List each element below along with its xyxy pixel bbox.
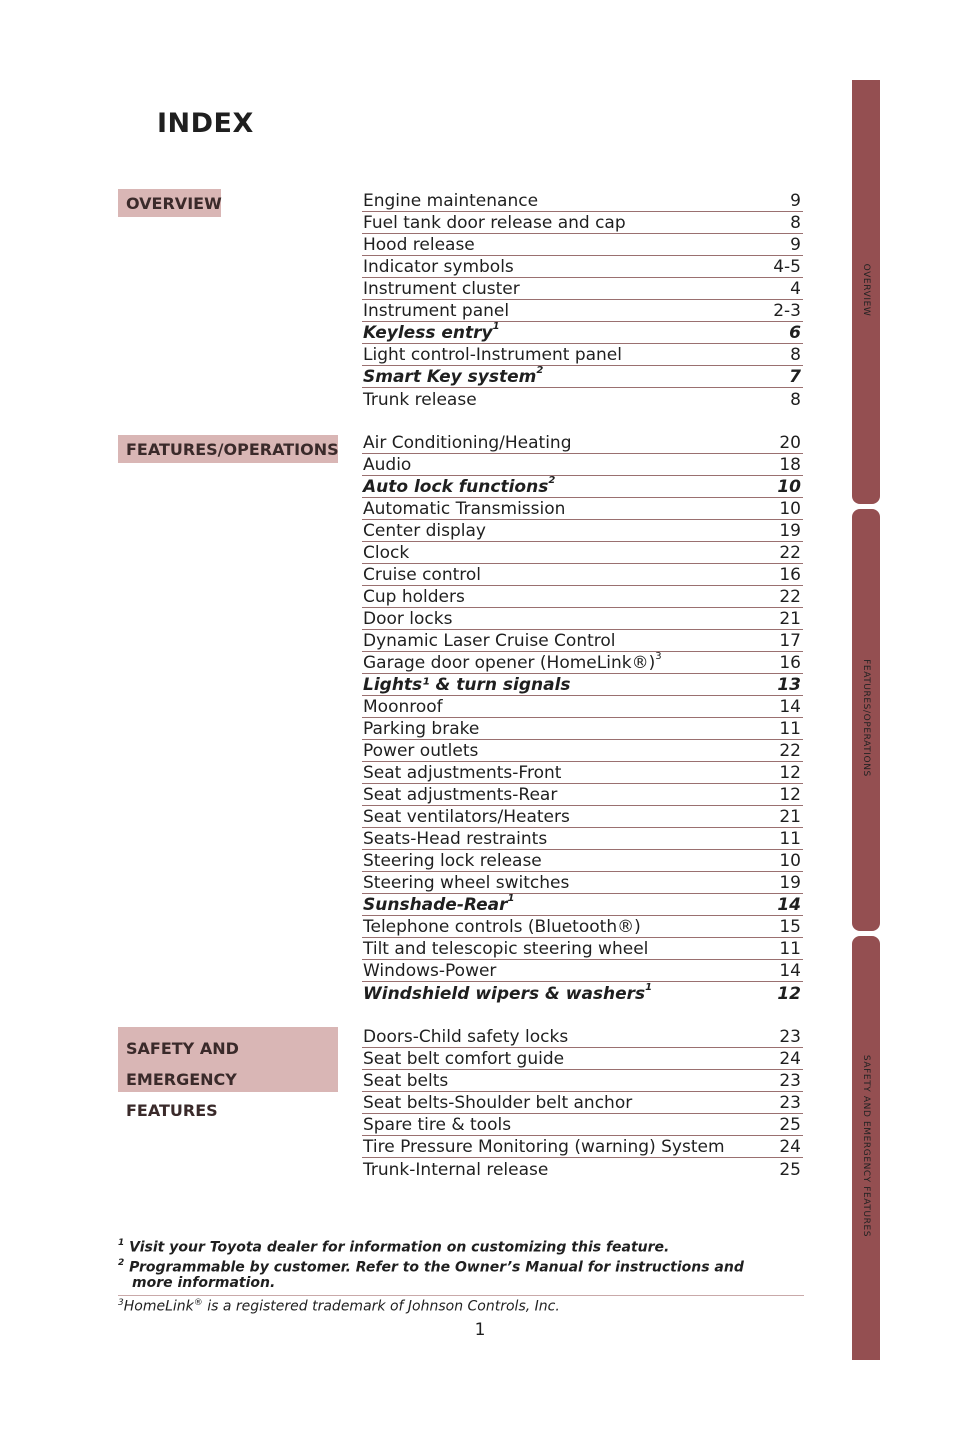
index-entry bbox=[362, 388, 803, 410]
index-entry-text: Tilt and telescopic steering wheel bbox=[363, 939, 649, 959]
index-entry-topic bbox=[363, 235, 475, 255]
index-entry-topic bbox=[363, 543, 409, 563]
index-entry-text: Light control-Instrument panel bbox=[363, 345, 622, 365]
side-tab-overview-label: OVERVIEW bbox=[861, 263, 871, 317]
page-title: INDEX bbox=[157, 108, 254, 139]
index-entry-topic bbox=[363, 829, 547, 849]
index-entry-text: Garage door opener (HomeLink®) bbox=[363, 653, 656, 673]
index-entry-text: Spare tire & tools bbox=[363, 1115, 512, 1135]
index-entry bbox=[362, 190, 803, 212]
index-entry-topic bbox=[363, 499, 565, 519]
index-entry-text: Moonroof bbox=[363, 697, 443, 717]
index-entry-page: 17 bbox=[779, 631, 801, 651]
index-entry-text: Windows-Power bbox=[363, 961, 497, 981]
side-tab-safety-label: SAFETY AND EMERGENCY FEATURES bbox=[861, 1054, 871, 1238]
index-entry bbox=[362, 300, 803, 322]
index-entry-text: Automatic Transmission bbox=[363, 499, 566, 519]
index-entry bbox=[362, 1114, 803, 1136]
index-entry bbox=[362, 278, 803, 300]
index-entry bbox=[362, 366, 803, 388]
index-entry-topic bbox=[363, 213, 626, 233]
index-entry-topic bbox=[363, 873, 569, 893]
index-entry-page: 9 bbox=[790, 235, 801, 255]
index-entry-topic bbox=[363, 851, 542, 871]
features-entry-list bbox=[362, 432, 803, 1004]
index-entry bbox=[362, 432, 803, 454]
index-entry bbox=[362, 718, 803, 740]
index-entry-text: Seats-Head restraints bbox=[363, 829, 548, 849]
footnote-3-reg: ® bbox=[193, 1298, 203, 1308]
index-entry bbox=[362, 454, 803, 476]
index-entry bbox=[362, 234, 803, 256]
index-entry bbox=[362, 1026, 803, 1048]
footnote-1-text: Visit your Toyota dealer for information on customizing this feature. bbox=[129, 1239, 670, 1256]
index-entry-page: 22 bbox=[779, 587, 801, 607]
index-entry-page: 2-3 bbox=[773, 301, 801, 321]
index-entry-page: 4 bbox=[790, 279, 801, 299]
index-entry bbox=[362, 784, 803, 806]
index-entry-page: 12 bbox=[779, 785, 801, 805]
index-entry-text: Steering lock release bbox=[363, 851, 542, 871]
index-entry-page: 8 bbox=[790, 390, 801, 410]
side-tab-features-label: FEATURES/OPERATIONS bbox=[861, 659, 871, 777]
index-entry bbox=[362, 520, 803, 542]
index-entry-page: 7 bbox=[789, 367, 801, 387]
index-entry-page: 14 bbox=[777, 895, 801, 915]
index-entry-footnote-mark: 1 bbox=[492, 321, 500, 333]
index-entry-footnote-mark: 2 bbox=[548, 475, 556, 487]
footnote-2-text-line1: Programmable by customer. Refer to the Owner’s Manual for instructions and bbox=[129, 1259, 744, 1276]
index-entry-topic bbox=[363, 1115, 511, 1135]
index-entry bbox=[362, 322, 803, 344]
index-entry bbox=[362, 916, 803, 938]
index-entry bbox=[362, 982, 803, 1004]
index-entry-page: 24 bbox=[779, 1137, 801, 1157]
index-entry-text: Hood release bbox=[363, 235, 475, 255]
index-entry bbox=[362, 938, 803, 960]
index-entry-topic bbox=[363, 895, 515, 915]
index-entry-footnote-mark: 3 bbox=[655, 651, 662, 663]
footnote-3 bbox=[118, 1298, 560, 1315]
index-entry-text: Audio bbox=[363, 455, 412, 475]
safety-entry-list bbox=[362, 1026, 803, 1180]
index-entry-page: 4-5 bbox=[773, 257, 801, 277]
index-entry-page: 19 bbox=[779, 873, 801, 893]
index-entry-page: 21 bbox=[779, 807, 801, 827]
index-entry-topic bbox=[363, 1049, 564, 1069]
index-entry-page: 23 bbox=[779, 1071, 801, 1091]
index-entry-topic bbox=[363, 984, 652, 1004]
index-entry bbox=[362, 608, 803, 630]
index-entry bbox=[362, 806, 803, 828]
index-entry bbox=[362, 1158, 803, 1180]
index-entry-text: Doors-Child safety locks bbox=[363, 1027, 569, 1047]
index-entry-topic bbox=[363, 521, 486, 541]
overview-entry-list bbox=[362, 190, 803, 410]
footnote-2-text-line2: more information. bbox=[132, 1275, 276, 1291]
index-entry bbox=[362, 894, 803, 916]
index-entry-topic bbox=[363, 587, 465, 607]
index-entry-page: 10 bbox=[779, 851, 801, 871]
index-entry-page: 24 bbox=[779, 1049, 801, 1069]
index-entry-topic bbox=[363, 917, 641, 937]
footnote-2-mark: 2 bbox=[118, 1258, 125, 1268]
index-entry-topic bbox=[363, 1137, 725, 1157]
category-features-operations bbox=[118, 435, 338, 463]
index-entry-topic bbox=[363, 191, 538, 211]
index-entry-text: Cup holders bbox=[363, 587, 465, 607]
index-entry-text: Parking brake bbox=[363, 719, 480, 739]
index-entry-text: Engine maintenance bbox=[363, 191, 539, 211]
index-entry-topic bbox=[363, 1093, 632, 1113]
index-entry-text: Lights¹ & turn signals bbox=[363, 675, 571, 695]
index-entry-page: 25 bbox=[779, 1160, 801, 1180]
index-entry bbox=[362, 476, 803, 498]
index-entry bbox=[362, 564, 803, 586]
index-entry-text: Seat ventilators/Heaters bbox=[363, 807, 570, 827]
category-features-operations-label: FEATURES/OPERATIONS bbox=[126, 439, 339, 459]
index-entry-text: Trunk-Internal release bbox=[363, 1160, 549, 1180]
index-entry-footnote-mark: 1 bbox=[645, 982, 653, 994]
index-entry-topic bbox=[363, 939, 648, 959]
index-entry-topic bbox=[363, 367, 543, 387]
index-entry-text: Cruise control bbox=[363, 565, 482, 585]
index-entry-footnote-mark: 2 bbox=[536, 365, 544, 377]
footnote-3-brand: HomeLink bbox=[123, 1298, 194, 1315]
footnote-3-text: is a registered trademark of Johnson Controls, Inc. bbox=[202, 1298, 560, 1315]
index-entry-topic bbox=[363, 807, 570, 827]
footnote-1-mark: 1 bbox=[118, 1238, 125, 1248]
index-entry bbox=[362, 872, 803, 894]
index-entry-text: Seat belt comfort guide bbox=[363, 1049, 565, 1069]
index-entry bbox=[362, 1136, 803, 1158]
index-entry-text: Air Conditioning/Heating bbox=[363, 433, 572, 453]
index-entry-topic bbox=[363, 455, 411, 475]
index-entry-topic bbox=[363, 1027, 568, 1047]
index-entry-text: Keyless entry bbox=[363, 323, 493, 343]
index-entry-topic bbox=[363, 763, 561, 783]
category-overview bbox=[118, 189, 221, 217]
index-entry-topic bbox=[363, 741, 478, 761]
index-entry-topic bbox=[363, 323, 500, 343]
index-entry-page: 13 bbox=[777, 675, 801, 695]
index-entry-page: 6 bbox=[789, 323, 801, 343]
index-entry bbox=[362, 1070, 803, 1092]
index-entry bbox=[362, 1048, 803, 1070]
index-entry-text: Instrument panel bbox=[363, 301, 510, 321]
index-entry-page: 19 bbox=[779, 521, 801, 541]
index-entry-text: Fuel tank door release and cap bbox=[363, 213, 626, 233]
index-entry bbox=[362, 542, 803, 564]
index-entry-page: 16 bbox=[779, 653, 801, 673]
index-entry-text: Clock bbox=[363, 543, 410, 563]
index-entry-page: 14 bbox=[779, 961, 801, 981]
index-entry-page: 23 bbox=[779, 1027, 801, 1047]
index-entry-text: Seat belts bbox=[363, 1071, 449, 1091]
footnote-divider bbox=[118, 1295, 804, 1296]
index-entry-topic bbox=[363, 697, 443, 717]
index-entry-text: Windshield wipers & washers bbox=[363, 984, 646, 1004]
index-entry-page: 8 bbox=[790, 213, 801, 233]
index-entry-topic bbox=[363, 565, 481, 585]
index-entry-page: 15 bbox=[779, 917, 801, 937]
index-entry-text: Instrument cluster bbox=[363, 279, 520, 299]
index-entry-text: Smart Key system bbox=[363, 367, 537, 387]
index-entry-page: 21 bbox=[779, 609, 801, 629]
index-entry-topic bbox=[363, 719, 479, 739]
index-entry bbox=[362, 828, 803, 850]
footnote-2-continued bbox=[132, 1273, 275, 1293]
index-entry bbox=[362, 740, 803, 762]
index-entry-text: Steering wheel switches bbox=[363, 873, 570, 893]
index-entry-topic bbox=[363, 1160, 548, 1180]
index-entry bbox=[362, 212, 803, 234]
index-entry-page: 23 bbox=[779, 1093, 801, 1113]
index-entry-text: Seat belts-Shoulder belt anchor bbox=[363, 1093, 633, 1113]
category-overview-label: OVERVIEW bbox=[126, 193, 222, 213]
index-entry-page: 16 bbox=[779, 565, 801, 585]
index-entry bbox=[362, 850, 803, 872]
index-entry bbox=[362, 498, 803, 520]
index-entry-text: Seat adjustments-Rear bbox=[363, 785, 558, 805]
index-entry bbox=[362, 652, 803, 674]
index-entry-topic bbox=[363, 785, 557, 805]
index-entry-topic bbox=[363, 961, 496, 981]
footnote-3-mark: 3 bbox=[118, 1298, 124, 1308]
index-entry bbox=[362, 1092, 803, 1114]
index-entry bbox=[362, 696, 803, 718]
index-entry bbox=[362, 630, 803, 652]
index-entry-page: 14 bbox=[779, 697, 801, 717]
index-entry bbox=[362, 762, 803, 784]
index-entry-topic bbox=[363, 279, 520, 299]
category-safety-emergency bbox=[118, 1027, 338, 1120]
index-entry-page: 11 bbox=[779, 829, 801, 849]
index-entry-text: Indicator symbols bbox=[363, 257, 514, 277]
category-safety-label-line1: SAFETY AND bbox=[126, 1039, 239, 1058]
index-entry-page: 22 bbox=[779, 741, 801, 761]
index-entry-topic bbox=[363, 609, 452, 629]
category-safety-label-line2: EMERGENCY FEATURES bbox=[126, 1070, 237, 1120]
index-entry-topic bbox=[363, 433, 572, 453]
index-entry bbox=[362, 674, 803, 696]
index-entry-text: Dynamic Laser Cruise Control bbox=[363, 631, 616, 651]
index-entry-text: Power outlets bbox=[363, 741, 479, 761]
index-entry-topic bbox=[363, 675, 571, 695]
index-entry bbox=[362, 256, 803, 278]
index-entry-page: 12 bbox=[777, 984, 801, 1004]
index-entry bbox=[362, 344, 803, 366]
index-entry-page: 10 bbox=[779, 499, 801, 519]
index-entry-page: 9 bbox=[790, 191, 801, 211]
index-entry-topic bbox=[363, 257, 514, 277]
index-entry-text: Door locks bbox=[363, 609, 453, 629]
index-entry-page: 18 bbox=[779, 455, 801, 475]
index-entry-page: 12 bbox=[779, 763, 801, 783]
index-entry-page: 10 bbox=[777, 477, 801, 497]
index-entry-text: Auto lock functions bbox=[363, 477, 549, 497]
index-entry-footnote-mark: 1 bbox=[507, 893, 515, 905]
index-entry-page: 25 bbox=[779, 1115, 801, 1135]
index-entry-text: Seat adjustments-Front bbox=[363, 763, 562, 783]
index-entry-text: Trunk release bbox=[363, 390, 477, 410]
index-entry bbox=[362, 586, 803, 608]
index-entry-topic bbox=[363, 477, 555, 497]
index-entry-topic bbox=[363, 345, 622, 365]
index-entry bbox=[362, 960, 803, 982]
index-entry-topic bbox=[363, 390, 477, 410]
index-entry-page: 11 bbox=[779, 719, 801, 739]
index-entry-text: Telephone controls (Bluetooth®) bbox=[363, 917, 641, 937]
index-entry-topic bbox=[363, 631, 616, 651]
page-number: 1 bbox=[474, 1320, 486, 1340]
index-entry-text: Center display bbox=[363, 521, 486, 541]
index-entry-page: 20 bbox=[779, 433, 801, 453]
index-entry-page: 22 bbox=[779, 543, 801, 563]
index-entry-text: Sunshade-Rear bbox=[363, 895, 508, 915]
index-entry-topic bbox=[363, 653, 662, 673]
index-entry-topic bbox=[363, 1071, 448, 1091]
index-entry-text: Tire Pressure Monitoring (warning) System bbox=[363, 1137, 725, 1157]
index-entry-page: 8 bbox=[790, 345, 801, 365]
index-entry-page: 11 bbox=[779, 939, 801, 959]
index-entry-topic bbox=[363, 301, 509, 321]
